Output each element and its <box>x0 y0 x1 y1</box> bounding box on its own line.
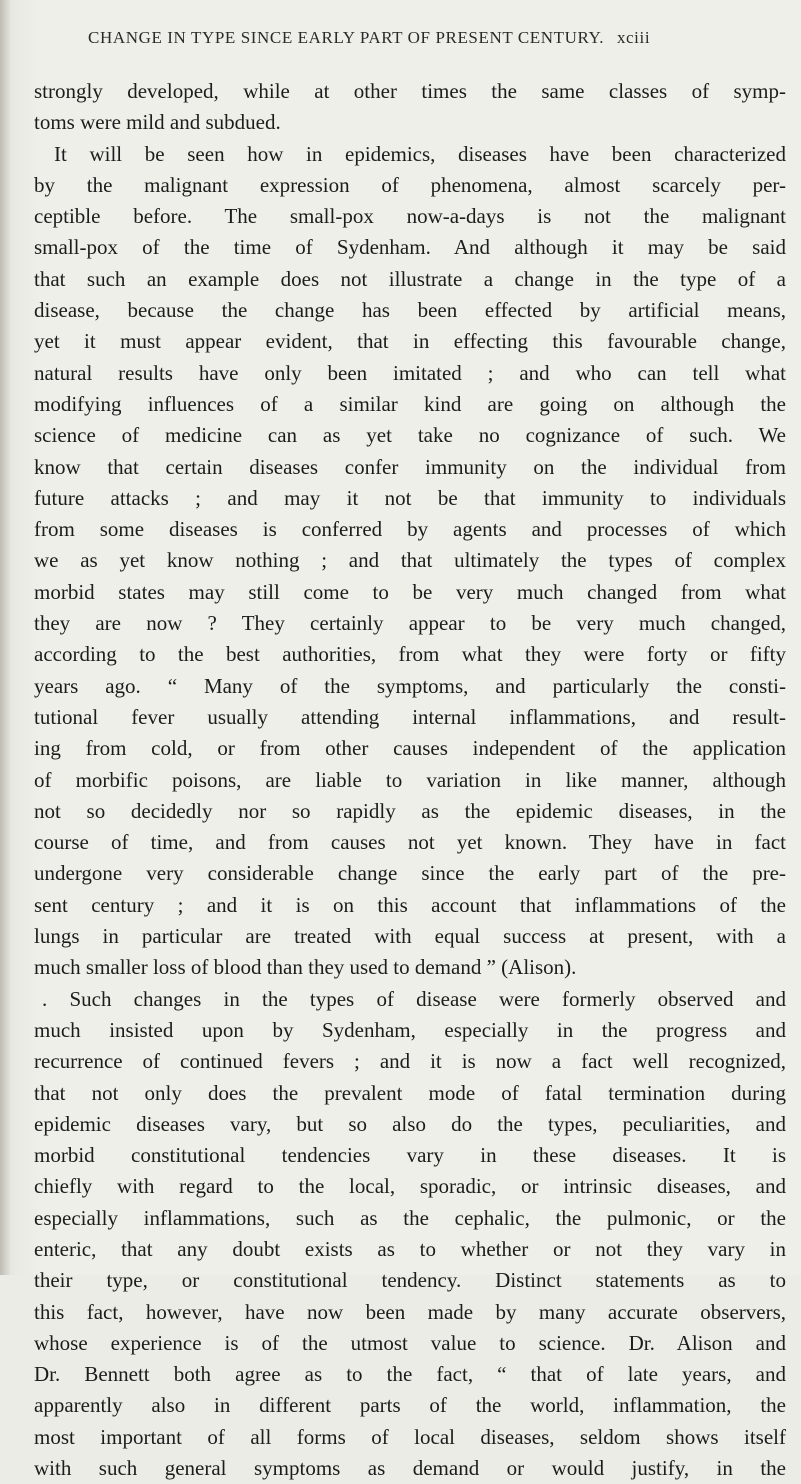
text-line: this fact, however, have now been made by many accurate observers, <box>34 1299 786 1324</box>
text-line: toms were mild and subdued. <box>34 110 281 135</box>
text-line: It will be seen how in epidemics, diseases have been characterized <box>54 141 786 166</box>
text-line: not so decidedly nor so rapidly as the epidemic diseases, in the <box>34 798 786 823</box>
text-line: most important of all forms of local diseases, seldom shows itself <box>34 1424 786 1449</box>
text-line: ing from cold, or from other causes independent of the application <box>34 736 786 761</box>
text-line: of morbific poisons, are liable to variation in like manner, although <box>34 767 786 792</box>
text-line: from some diseases is conferred by agents and processes of which <box>34 517 786 542</box>
text-line: we as yet know nothing ; and that ultimately the types of complex <box>34 548 786 573</box>
gutter-shadow <box>0 0 10 1275</box>
text-line: ceptible before. The small-pox now-a-days is not the malignant <box>34 204 786 229</box>
text-line: by the malignant expression of phenomena, almost scarcely per- <box>34 172 786 197</box>
text-line: that not only does the prevalent mode of fatal termination during <box>34 1080 786 1105</box>
text-line: Dr. Bennett both agree as to the fact, “ that of late years, and <box>34 1362 786 1387</box>
text-line: modifying influences of a similar kind are going on although the <box>34 391 786 416</box>
text-line: they are now ? They certainly appear to be very much changed, <box>34 611 786 636</box>
text-line: chiefly with regard to the local, sporadic, or intrinsic diseases, and <box>34 1174 786 1199</box>
body-text <box>34 76 786 1484</box>
text-line: that such an example does not illustrate a change in the type of a <box>34 266 786 291</box>
text-line: apparently also in different parts of the world, inflammation, the <box>34 1393 786 1418</box>
text-line: much insisted upon by Sydenham, especially in the progress and <box>34 1017 786 1042</box>
text-line: especially inflammations, such as the cephalic, the pulmonic, or the <box>34 1205 786 1230</box>
text-line: recurrence of continued fevers ; and it is now a fact well recognized, <box>34 1049 786 1074</box>
text-line: lungs in particular are treated with equal success at present, with a <box>34 924 786 949</box>
text-line: according to the best authorities, from what they were forty or fifty <box>34 642 786 667</box>
text-line: sent century ; and it is on this account that inflammations of the <box>34 892 786 917</box>
text-line: future attacks ; and may it not be that immunity to individuals <box>34 485 786 510</box>
text-line: enteric, that any doubt exists as to whether or not they vary in <box>34 1236 786 1261</box>
text-line: epidemic diseases vary, but so also do the types, peculiarities, and <box>34 1111 786 1136</box>
text-line: natural results have only been imitated ; and who can tell what <box>34 360 786 385</box>
page-number: xciii <box>616 28 651 47</box>
text-line: small-pox of the time of Sydenham. And although it may be said <box>34 235 786 260</box>
text-line: much smaller loss of blood than they used to demand ” (Alison). <box>34 955 577 980</box>
text-line: yet it must appear evident, that in effecting this favourable change, <box>34 329 786 354</box>
text-line: undergone very considerable change since the early part of the pre- <box>34 861 786 886</box>
text-line: tutional fever usually attending internal inflammations, and result- <box>34 704 786 729</box>
text-line: . Such changes in the types of disease were formerly observed and <box>42 986 786 1011</box>
text-line: strongly developed, while at other times the same classes of symp- <box>34 79 786 103</box>
running-head-title: CHANGE IN TYPE SINCE EARLY PART OF PRESENT CENTURY. <box>88 28 605 47</box>
text-line: know that certain diseases confer immunity on the individual from <box>34 454 786 479</box>
running-head <box>88 28 788 48</box>
text-line: with such general symptoms as demand or would justify, in the <box>34 1456 786 1481</box>
text-line: science of medicine can as yet take no cognizance of such. We <box>34 423 786 448</box>
text-line: years ago. “ Many of the symptoms, and particularly the consti- <box>34 673 786 698</box>
text-line: morbid constitutional tendencies vary in these diseases. It is <box>34 1143 786 1168</box>
text-line: disease, because the change has been effected by artificial means, <box>34 298 786 323</box>
text-line: whose experience is of the utmost value to science. Dr. Alison and <box>34 1330 786 1355</box>
text-line: morbid states may still come to be very much changed from what <box>34 579 786 604</box>
text-line: course of time, and from causes not yet known. They have in fact <box>34 830 786 855</box>
text-line: their type, or constitutional tendency. Distinct statements as to <box>34 1268 786 1293</box>
